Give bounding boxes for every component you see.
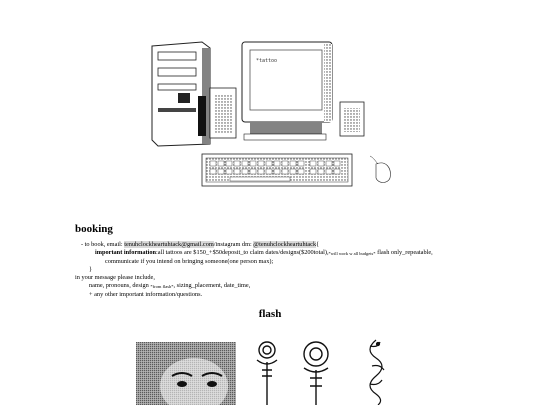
details-rest: , sizing_placement, date_time, bbox=[173, 282, 251, 289]
close-brace: } bbox=[89, 266, 93, 273]
booking-info bbox=[75, 241, 515, 299]
budget-note: *will work w all budgets* bbox=[328, 251, 376, 256]
crt-monitor bbox=[242, 42, 332, 140]
booking-line-contact bbox=[75, 241, 515, 249]
flash-dragon[interactable] bbox=[370, 340, 384, 405]
flash-key-left[interactable] bbox=[257, 342, 277, 405]
flash-heading: flash bbox=[258, 308, 282, 320]
computer-illustration bbox=[140, 38, 400, 208]
booking-line-details bbox=[75, 282, 515, 291]
email-link[interactable]: tenuhclockheartuhtack@gmail.com bbox=[124, 241, 214, 248]
important-label: important information bbox=[95, 249, 157, 256]
booking-line-important bbox=[75, 249, 515, 258]
pricing-text: :all tattoos are $150_+$50deposit_to claim dates/designs($200total), bbox=[156, 249, 329, 256]
contact-middle: /instagram dm: bbox=[213, 241, 254, 248]
left-speaker bbox=[210, 88, 236, 138]
keyboard bbox=[202, 154, 352, 186]
mouse bbox=[370, 156, 390, 183]
computer-tower bbox=[152, 42, 210, 146]
right-speaker bbox=[340, 102, 364, 136]
flash-repeat-text: flash only_repeatable, bbox=[375, 249, 433, 256]
contact-prefix: - to book, email: bbox=[81, 241, 125, 248]
booking-line-include: in your message please include, bbox=[75, 274, 155, 281]
from-flash-note: *from flash* bbox=[150, 284, 174, 289]
screen-text: *tattoo bbox=[256, 58, 278, 64]
open-brace: { bbox=[316, 241, 320, 248]
flash-gallery bbox=[136, 336, 396, 405]
flash-key-right[interactable] bbox=[304, 342, 328, 405]
booking-heading: booking bbox=[75, 223, 113, 235]
instagram-link[interactable]: @tenuhclockheartuhtack bbox=[253, 241, 317, 248]
flash-portrait[interactable] bbox=[136, 342, 236, 405]
details-text: name, pronouns, design bbox=[89, 282, 151, 289]
booking-line-guest: communicate if you intend on bringing someone(one person max); bbox=[105, 258, 274, 265]
booking-line-other: + any other important information/questions. bbox=[89, 291, 203, 298]
